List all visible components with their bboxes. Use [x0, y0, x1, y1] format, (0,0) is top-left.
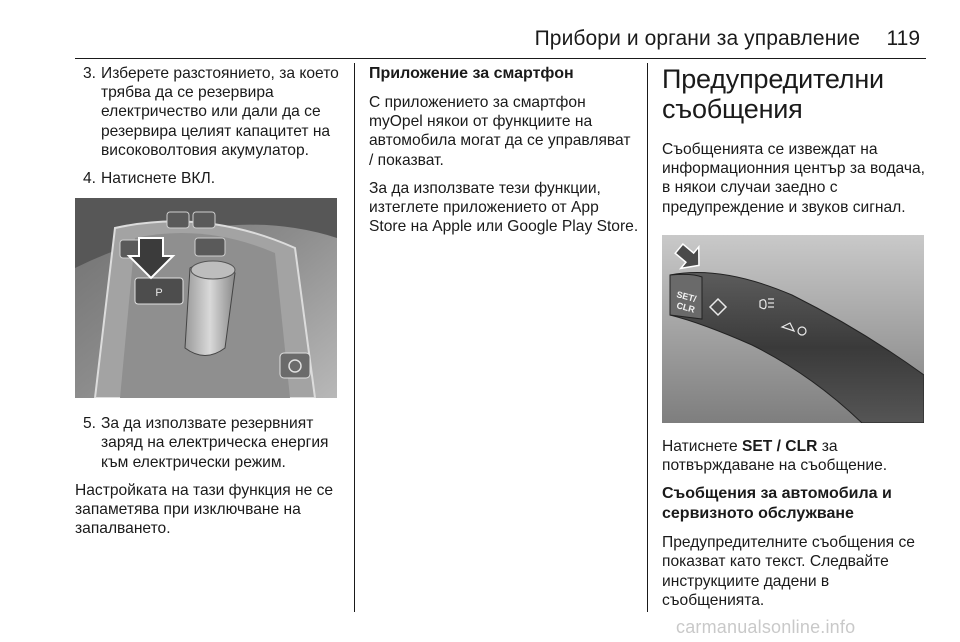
set-clr-button-name: SET / CLR	[741, 437, 818, 455]
press-prefix: Натиснете	[662, 437, 742, 455]
press-line-2: потвърждаване на съобщение.	[662, 457, 888, 475]
step-text: За да използвате резервният заряд на електрическа енергия към електрически режим.	[101, 415, 329, 471]
paragraph: С приложението за смартфон myOpel някои от функциите на автомобила могат да се управляват / показват.	[369, 94, 631, 169]
column-divider-1	[354, 63, 355, 612]
step-text: Изберете разстоянието, за което трябва да се резервира електричество или дали да се резервира целият капацитет на високоволтовия акумулатор.	[101, 65, 339, 159]
section-heading-smartphone-app: Приложение за смартфон	[369, 65, 574, 82]
page-number: 119	[886, 27, 920, 50]
watermark: carmanualsonline.info	[676, 617, 856, 637]
stalk-illustration	[662, 235, 924, 423]
paragraph: Предупредителните съобщения се показват като текст. Следвайте инструкциите дадени в съобщенията.	[662, 534, 915, 609]
list-item-step-4	[75, 169, 345, 188]
paragraph: Съобщенията се извеждат на информационния център за водача, в някои случаи заедно с предупреждение и звуков сигнал.	[662, 141, 925, 216]
gear-button-label: P	[155, 287, 163, 300]
section-heading-warning-messages: Предупредителни съобщения	[662, 64, 884, 124]
step-text: Натиснете ВКЛ.	[101, 170, 216, 188]
column-1	[75, 64, 345, 547]
column-3	[662, 64, 926, 619]
stalk-drawing	[662, 235, 924, 423]
press-instruction	[662, 437, 926, 475]
section-heading-vehicle-messages: Съобщения за автомобила и сервизното обслужване	[662, 485, 892, 523]
list-item-step-3	[75, 64, 345, 160]
stalk-label-set: SET/	[675, 289, 698, 304]
header-rule	[75, 58, 926, 59]
column-2	[369, 64, 639, 245]
header-title: Прибори и органи за управление	[534, 27, 860, 50]
gear-selector-illustration	[75, 198, 337, 398]
step-number: 4.	[83, 170, 97, 188]
paragraph: За да използвате тези функции, изтеглете приложението от App Store на Apple или Google Play Store.	[369, 179, 639, 236]
step-number: 3.	[83, 65, 97, 82]
note-text: Настройката на тази функция не се запаметява при изключване на запалването.	[75, 481, 334, 538]
press-suffix: за	[817, 437, 838, 455]
column-divider-2	[647, 63, 648, 612]
gear-selector-drawing	[75, 198, 337, 398]
list-item-step-5	[75, 414, 345, 472]
step-number: 5.	[83, 415, 97, 433]
stalk-label-clr: CLR	[675, 300, 696, 315]
